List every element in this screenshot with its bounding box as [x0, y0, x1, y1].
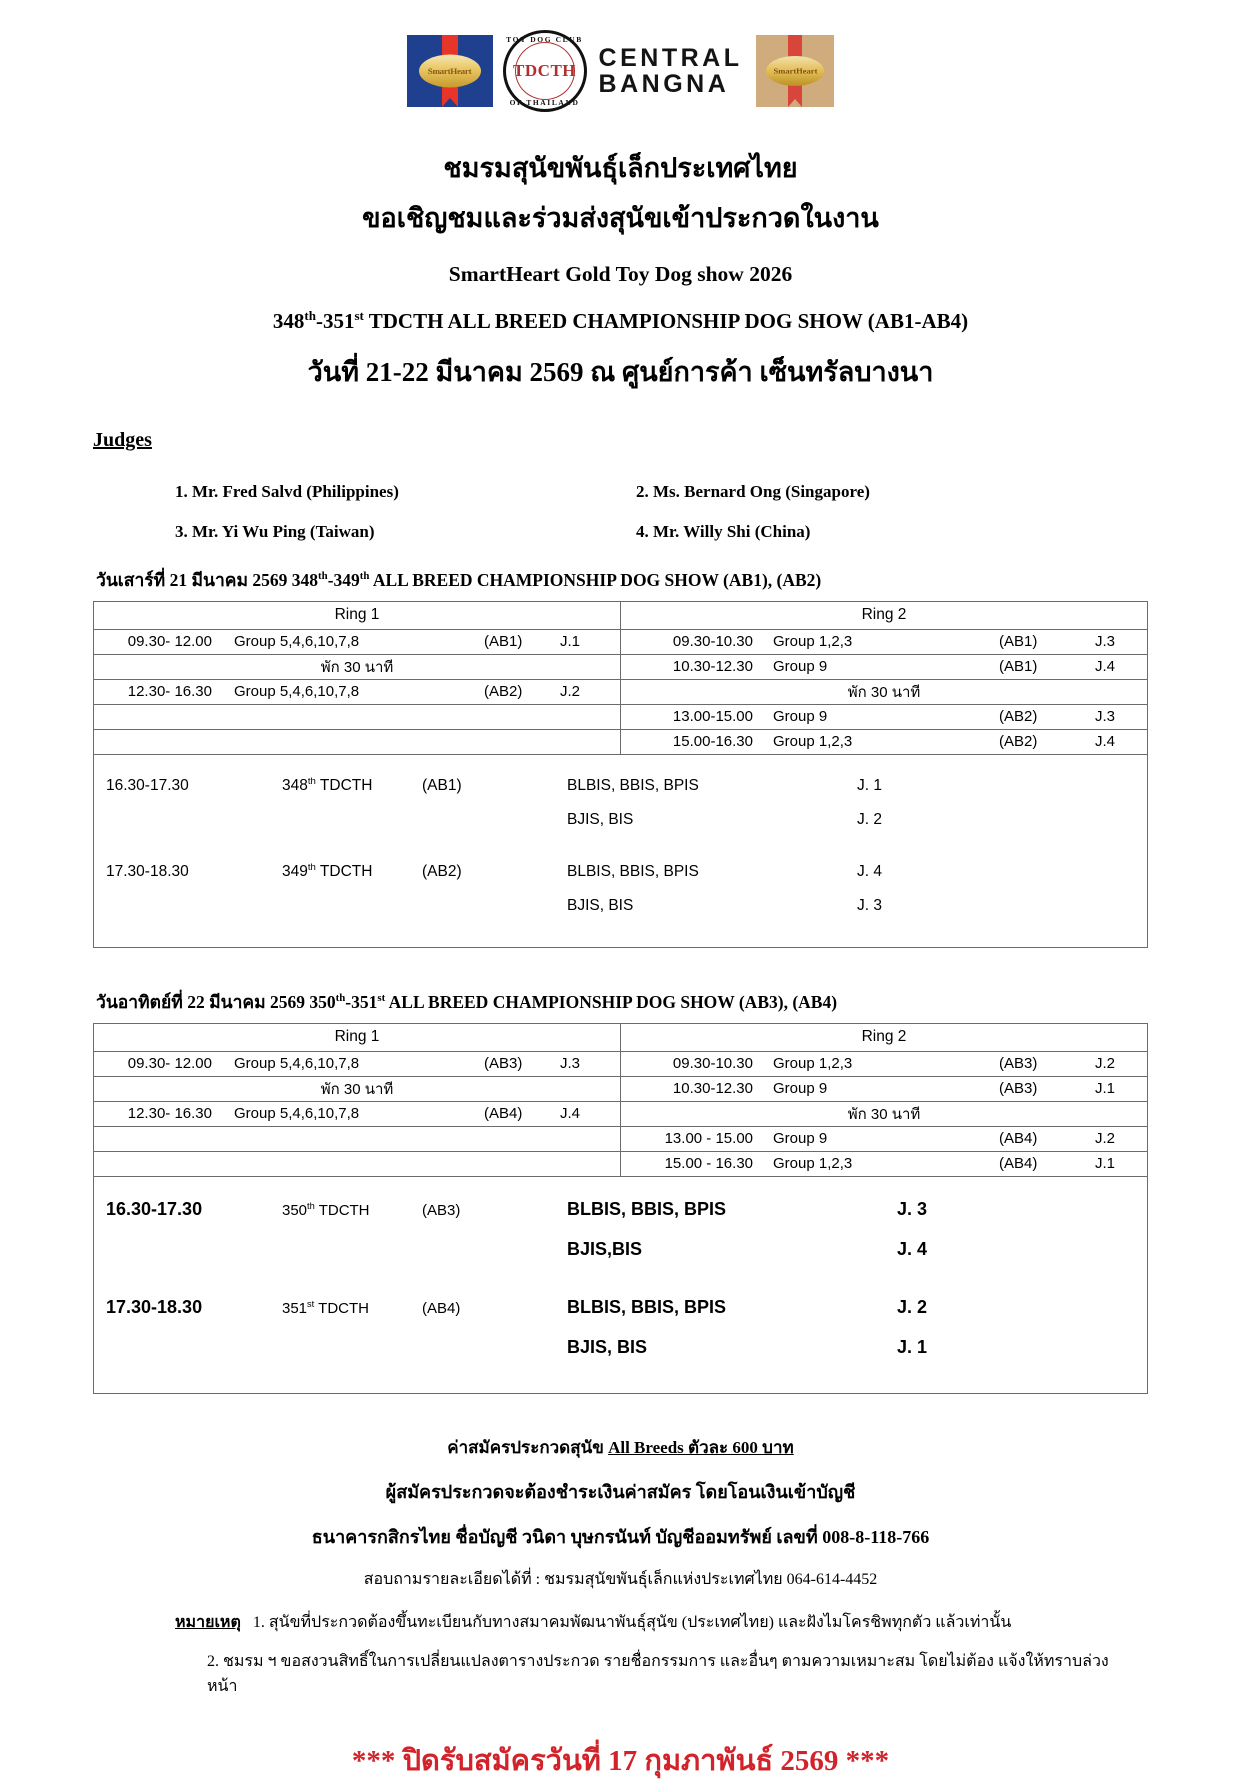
fee-line: [0, 1434, 1241, 1461]
day2-ord-2: st: [377, 991, 386, 1004]
schedule-group: Group 5,4,6,10,7,8: [234, 1105, 360, 1122]
table-row: [94, 1101, 1148, 1126]
day1-bis-panel: [93, 755, 1148, 948]
judges-list: [175, 482, 1035, 542]
schedule-judge: J.2: [1095, 1130, 1116, 1147]
bis-award: BLBIS, BBIS, BPIS: [567, 1296, 727, 1317]
tdcth-seal-icon: [503, 30, 587, 112]
bis-row: [94, 777, 1147, 811]
ring1-cell: [94, 654, 621, 679]
ordinal-th-1: th: [304, 307, 316, 323]
ring2-cell: [621, 1126, 1148, 1151]
bis-time: 16.30-17.30: [106, 1198, 203, 1219]
schedule-time: 12.30- 16.30: [127, 683, 212, 700]
bis-award: BJIS, BIS: [567, 896, 634, 914]
day2-schedule-table: [93, 1023, 1148, 1177]
schedule-ab: (AB1): [999, 633, 1038, 650]
bis-judge: J. 4: [857, 862, 882, 880]
bis-row: [94, 811, 1147, 845]
ring2-cell: [621, 729, 1148, 754]
title-block: [0, 152, 1241, 393]
schedule-time: 15.00-16.30: [672, 733, 753, 750]
schedule-group: Group 5,4,6,10,7,8: [234, 683, 360, 700]
judge-1: 1. Mr. Fred Salvd (Philippines): [175, 481, 399, 501]
day1-table-body: [94, 629, 1148, 754]
schedule-time: 15.00 - 16.30: [664, 1155, 753, 1172]
day2-table-body: [94, 1051, 1148, 1176]
schedule-time: 10.30-12.30: [672, 658, 753, 675]
ring2-cell: [621, 654, 1148, 679]
judges-row-2: [175, 522, 1035, 542]
bis-judge: J. 2: [857, 810, 882, 828]
schedule-time: 09.30-10.30: [672, 633, 753, 650]
bis-award: BJIS, BIS: [567, 810, 634, 828]
schedule-judge: J.2: [1095, 1055, 1116, 1072]
central-line2: BANGNA: [598, 70, 730, 98]
ring2-cell: [621, 1076, 1148, 1101]
schedule-ab: (AB4): [999, 1130, 1038, 1147]
schedule-group: Group 9: [773, 708, 828, 725]
day1-ord-1: th: [318, 569, 328, 582]
ring1-cell: [94, 629, 621, 654]
schedule-group: Group 9: [773, 1130, 828, 1147]
schedule-judge: J.3: [560, 1055, 581, 1072]
bis-time: 17.30-18.30: [106, 1296, 203, 1317]
schedule-group: Group 9: [773, 1080, 828, 1097]
break-label: พัก 30 นาที: [847, 683, 921, 701]
bis-judge: J. 1: [857, 776, 882, 794]
schedule-judge: J.1: [560, 633, 581, 650]
ring1-cell: [94, 729, 621, 754]
ring2-cell: [621, 704, 1148, 729]
day2-schedule-title: [96, 988, 1241, 1016]
bis-judge: J. 4: [897, 1238, 928, 1259]
contact-line: สอบถามรายละเอียดได้ที่ : ชมรมสุนัขพันธุ์เล็กแห่งประเทศไทย 064-614-4452: [363, 1570, 878, 1588]
club-name-thai: ชมรมสุนัขพันธุ์เล็กประเทศไทย: [443, 153, 798, 183]
schedule-judge: J.1: [1095, 1155, 1116, 1172]
ring1-cell: [94, 1076, 621, 1101]
footer-block: [0, 1434, 1241, 1783]
break-label: พัก 30 นาที: [320, 1080, 394, 1098]
bis-show-number: 350th TDCTH: [282, 1200, 370, 1219]
bis-row: [94, 863, 1147, 897]
day1-schedule-title: [96, 566, 1241, 594]
schedule-ab: (AB2): [999, 708, 1038, 725]
bis-time: 17.30-18.30: [106, 862, 189, 880]
schedule-judge: J.4: [1095, 658, 1116, 675]
bis-ab: (AB2): [422, 862, 462, 880]
ring1-cell: [94, 1151, 621, 1176]
day2-title-en: ALL BREED CHAMPIONSHIP DOG SHOW (AB3), (AB4): [385, 991, 838, 1012]
bis-award: BLBIS, BBIS, BPIS: [567, 862, 699, 880]
schedule-ab: (AB3): [999, 1080, 1038, 1097]
bis-ab: (AB1): [422, 776, 462, 794]
bis-award: BLBIS, BBIS, BPIS: [567, 776, 699, 794]
day1-title-en: ALL BREED CHAMPIONSHIP DOG SHOW (AB1), (AB2): [369, 569, 822, 590]
logo-bar: [0, 0, 1241, 110]
judge-3: 3. Mr. Yi Wu Ping (Taiwan): [175, 521, 375, 541]
table-row: [94, 1051, 1148, 1076]
payment-instruction: ผู้สมัครประกวดจะต้องชำระเงินค่าสมัคร โดยโอนเงินเข้าบัญชี: [385, 1481, 856, 1502]
ring1-cell: [94, 679, 621, 704]
table-row: [94, 1151, 1148, 1176]
day1-title-thai: วันเสาร์ที่ 21 มีนาคม 2569 348: [96, 569, 319, 590]
schedule-group: Group 1,2,3: [773, 1055, 853, 1072]
schedule-judge: J.1: [1095, 1080, 1116, 1097]
table-row: [94, 679, 1148, 704]
bis-award: BJIS, BIS: [567, 1336, 648, 1357]
table-row: [94, 729, 1148, 754]
smartheart-right-label: SmartHeart: [773, 66, 818, 76]
bis-spacer: [94, 845, 1147, 863]
fee-amount: All Breeds ตัวละ 600 บาท: [608, 1437, 794, 1457]
ring2-cell: [621, 1051, 1148, 1076]
show-number-range: [0, 309, 1241, 334]
notes-block: [175, 1610, 1125, 1699]
schedule-group: Group 9: [773, 658, 828, 675]
bis-judge: J. 3: [857, 896, 882, 914]
schedule-ab: (AB3): [999, 1055, 1038, 1072]
schedule-judge: J.4: [560, 1105, 581, 1122]
judges-heading: Judges: [93, 428, 152, 451]
ordinal-st-1: st: [354, 307, 364, 323]
tdcth-arc-bottom-label: OF THAILAND: [509, 98, 580, 107]
bis-show-number: 351st TDCTH: [282, 1298, 369, 1317]
schedule-time: 12.30- 16.30: [127, 1105, 212, 1122]
schedule-ab: (AB2): [999, 733, 1038, 750]
closing-date-banner: *** ปิดรับสมัครวันที่ 17 กุมภาพันธ์ 2569 ***: [351, 1744, 890, 1777]
day1-ring1-header: Ring 1: [94, 601, 621, 629]
day2-bis-panel: [93, 1177, 1148, 1394]
day1-ord-2: th: [359, 569, 370, 582]
central-line1: CENTRAL: [598, 44, 743, 72]
show-range-prefix: 348: [272, 308, 305, 333]
judge-4: 4. Mr. Willy Shi (China): [636, 521, 811, 541]
table-row: [94, 1126, 1148, 1151]
fee-prefix: ค่าสมัครประกวดสุนัข: [447, 1437, 609, 1457]
note-item-1: 1. สุนัขที่ประกวดต้องขึ้นทะเบียนกับทางสมาคมพัฒนาพันธุ์สุนัข (ประเทศไทย) และฝังไมโครชิพทุกตัว แล้วเท่านั้น: [252, 1613, 1012, 1631]
smartheart-oval: [419, 55, 481, 88]
bis-time: 16.30-17.30: [106, 776, 189, 794]
bis-row: [94, 1337, 1147, 1377]
bis-judge: J. 1: [897, 1336, 928, 1357]
day1-title-mid: -349: [327, 569, 360, 590]
day2-title-thai: วันอาทิตย์ที่ 22 มีนาคม 2569 350: [96, 991, 336, 1012]
schedule-judge: J.4: [1095, 733, 1116, 750]
schedule-judge: J.3: [1095, 633, 1116, 650]
ring1-cell: [94, 704, 621, 729]
table-header-row: [94, 1023, 1148, 1051]
ring2-cell: [621, 1151, 1148, 1176]
day2-title-mid: -351: [345, 991, 378, 1012]
break-label: พัก 30 นาที: [320, 658, 394, 676]
schedule-ab: (AB4): [484, 1105, 523, 1122]
bis-award: BJIS,BIS: [567, 1238, 643, 1259]
bis-ab: (AB4): [422, 1299, 461, 1317]
show-range-suffix: TDCTH ALL BREED CHAMPIONSHIP DOG SHOW (AB1-AB4): [363, 308, 969, 333]
schedule-group: Group 1,2,3: [773, 633, 853, 650]
event-title-en: SmartHeart Gold Toy Dog show 2026: [448, 261, 793, 286]
invitation-thai: ขอเชิญชมและร่วมส่งสุนัขเข้าประกวดในงาน: [362, 202, 879, 233]
note-item-2: 2. ชมรม ฯ ขอสงวนสิทธิ์ในการเปลี่ยนแปลงตารางประกวด รายชื่อกรรมการ และอื่นๆ ตามความเหมาะสม โดยไม่ต้อง แจ้งให้ทราบล่วงหน้า: [207, 1652, 1109, 1695]
schedule-time: 09.30-10.30: [672, 1055, 753, 1072]
bis-show-number: 349th TDCTH: [282, 861, 373, 880]
schedule-ab: (AB2): [484, 683, 523, 700]
schedule-time: 09.30- 12.00: [127, 633, 212, 650]
schedule-group: Group 1,2,3: [773, 733, 853, 750]
bis-spacer: [94, 1279, 1147, 1297]
judge-2: 2. Ms. Bernard Ong (Singapore): [636, 481, 870, 501]
day1-schedule-table: [93, 601, 1148, 755]
bis-award: BLBIS, BBIS, BPIS: [567, 1198, 727, 1219]
smartheart-blue-logo-icon: [407, 35, 493, 107]
schedule-ab: (AB4): [999, 1155, 1038, 1172]
smartheart-tan-logo-icon: [756, 35, 834, 107]
judges-row-1: [175, 482, 1035, 502]
bis-ab: (AB3): [422, 1201, 461, 1219]
schedule-judge: J.3: [1095, 708, 1116, 725]
tdcth-center-label: TDCTH: [513, 61, 577, 80]
table-row: [94, 654, 1148, 679]
day2-ord-1: th: [335, 991, 346, 1004]
schedule-time: 10.30-12.30: [672, 1080, 753, 1097]
schedule-time: 09.30- 12.00: [127, 1055, 212, 1072]
ring1-cell: [94, 1101, 621, 1126]
ring1-cell: [94, 1051, 621, 1076]
show-range-mid: -351: [315, 308, 355, 333]
bis-show-number: 348th TDCTH: [282, 775, 373, 794]
table-row: [94, 704, 1148, 729]
bank-account-line: ธนาคารกสิกรไทย ชื่อบัญชี วนิดา บุษกรนันท์ บัญชีออมทรัพย์ เลขที่ 008-8-118-766: [311, 1526, 930, 1547]
schedule-ab: (AB3): [484, 1055, 523, 1072]
day1-ring2-header: Ring 2: [621, 601, 1148, 629]
tdcth-arc-top-label: TOY DOG CLUB: [506, 35, 583, 44]
schedule-group: Group 1,2,3: [773, 1155, 853, 1172]
bis-row: [94, 897, 1147, 931]
smartheart-oval-2: [766, 56, 824, 86]
table-header-row: [94, 601, 1148, 629]
ring2-cell: [621, 679, 1148, 704]
central-bangna-logo: [599, 45, 743, 97]
break-label: พัก 30 นาที: [847, 1105, 921, 1123]
schedule-group: Group 5,4,6,10,7,8: [234, 1055, 360, 1072]
day2-ring2-header: Ring 2: [621, 1023, 1148, 1051]
note-heading: หมายเหตุ: [175, 1613, 241, 1631]
schedule-time: 13.00-15.00: [672, 708, 753, 725]
schedule-ab: (AB1): [999, 658, 1038, 675]
table-row: [94, 1076, 1148, 1101]
ring1-cell: [94, 1126, 621, 1151]
day2-ring1-header: Ring 1: [94, 1023, 621, 1051]
schedule-judge: J.2: [560, 683, 581, 700]
schedule-ab: (AB1): [484, 633, 523, 650]
date-venue-thai: วันที่ 21-22 มีนาคม 2569 ณ ศูนย์การค้า เซ็นทรัลบางนา: [307, 356, 934, 387]
ring2-cell: [621, 1101, 1148, 1126]
schedule-group: Group 5,4,6,10,7,8: [234, 633, 360, 650]
smartheart-left-label: SmartHeart: [427, 66, 472, 76]
bis-row: [94, 1297, 1147, 1337]
table-row: [94, 629, 1148, 654]
bis-judge: J. 2: [897, 1296, 928, 1317]
bis-row: [94, 1239, 1147, 1279]
bis-row: [94, 1199, 1147, 1239]
schedule-time: 13.00 - 15.00: [664, 1130, 753, 1147]
bis-judge: J. 3: [897, 1198, 928, 1219]
ring2-cell: [621, 629, 1148, 654]
